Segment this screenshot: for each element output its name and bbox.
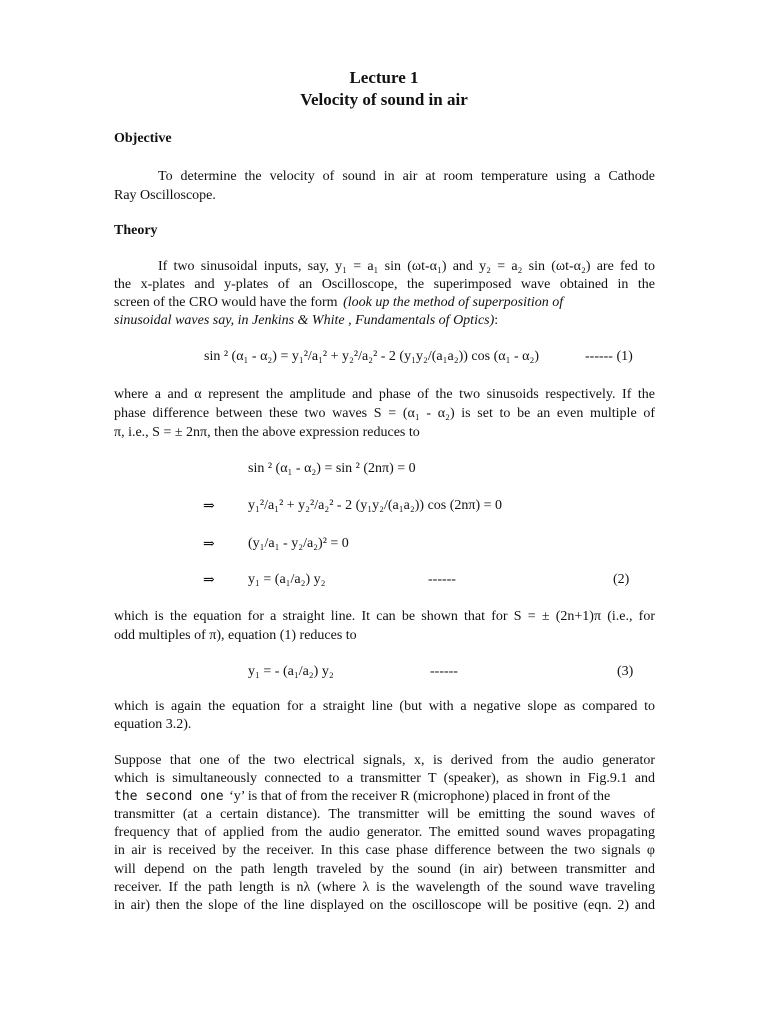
italic-reference: (look up the method of superposition of: [343, 295, 564, 310]
plain-text: ‘y’ is that of from the receiver R (microphone) placed in front of the: [229, 789, 611, 804]
theory-paragraph-line: receiver. If the path length is nλ (where λ is the wavelength of the sound wave traveling: [114, 880, 655, 895]
theory-paragraph-line: [114, 313, 655, 329]
theory-paragraph-line: [114, 789, 655, 805]
theory-paragraph-line: in air is received by the receiver. In this case phase difference between the two signals φ: [114, 843, 655, 858]
equation-2-number: (2): [613, 572, 630, 587]
theory-paragraph-line: transmitter (at a certain distance). The transmitter will be emitting the sound waves of: [114, 807, 655, 822]
monospace-text: the second one: [114, 789, 224, 804]
implies-symbol: ⇒: [203, 499, 215, 514]
lecture-title: Velocity of sound in air: [300, 90, 468, 109]
italic-reference: sinusoidal waves say, in Jenkins & White , Fundamentals of Optics): [114, 313, 495, 328]
theory-paragraph-line: phase difference between these two waves S = (α₁ - α₂) is set to be an even multiple of: [114, 406, 655, 421]
theory-paragraph-line: will depend on the path length traveled by the sound (in air) between transmitter and: [114, 862, 655, 877]
objective-heading: Objective: [114, 131, 172, 146]
theory-paragraph-line: frequency that of applied from the audio generator. The emitted sound waves propagating: [114, 825, 655, 840]
theory-paragraph-line: equation 3.2).: [114, 717, 192, 732]
theory-paragraph-line: π, i.e., S = ± 2nπ, then the above expression reduces to: [114, 425, 420, 440]
theory-paragraph-line: the x-plates and y-plates of an Oscilloscope, the superimposed wave obtained in the: [114, 277, 655, 292]
equation-2-dashes: ------: [428, 572, 456, 587]
equation-3-number: (3): [617, 664, 634, 679]
derivation-line-2: y₁²/a₁² + y₂²/a₂² - 2 (y₁y₂/(a₁a₂)) cos (2nπ) = 0: [248, 498, 503, 513]
lecture-number: Lecture 1: [349, 68, 419, 87]
equation-1: sin ² (α₁ - α₂) = y₁²/a₁² + y₂²/a₂² - 2 (y₁y₂/(a₁a₂)) cos (α₁ - α₂): [204, 349, 539, 364]
theory-paragraph-line: which is again the equation for a straight line (but with a negative slope as compared to: [114, 699, 655, 714]
equation-1-number: ------ (1): [585, 349, 633, 364]
theory-paragraph-line: which is simultaneously connected to a transmitter T (speaker), as shown in Fig.9.1 and: [114, 771, 655, 786]
equation-2: y₁ = (a₁/a₂) y₂: [248, 572, 326, 587]
colon: :: [494, 313, 499, 328]
derivation-line-3: (y₁/a₁ - y₂/a₂)² = 0: [248, 536, 349, 551]
equation-3: y₁ = - (a₁/a₂) y₂: [248, 664, 334, 679]
theory-paragraph-line: in air) then the slope of the line displayed on the oscilloscope will be positive (eqn. 2) and: [114, 898, 655, 913]
implies-symbol: ⇒: [203, 573, 215, 588]
theory-paragraph-line: odd multiples of π), equation (1) reduces to: [114, 628, 357, 643]
theory-paragraph-line: where a and α represent the amplitude and phase of the two sinusoids respectively. If the: [114, 387, 655, 402]
theory-paragraph-line: [114, 295, 655, 311]
theory-paragraph-line: If two sinusoidal inputs, say, y₁ = a₁ sin (ωt-α₁) and y₂ = a₂ sin (ωt-α₂) are fed to: [158, 259, 655, 274]
plain-text: screen of the CRO would have the form: [114, 295, 338, 310]
objective-line: To determine the velocity of sound in air at room temperature using a Cathode: [158, 169, 655, 184]
equation-3-dashes: ------: [430, 664, 458, 679]
objective-line: Ray Oscilloscope.: [114, 188, 216, 203]
theory-paragraph-line: which is the equation for a straight line. It can be shown that for S = ± (2n+1)π (i.e., for: [114, 609, 655, 624]
implies-symbol: ⇒: [203, 537, 215, 552]
derivation-line-1: sin ² (α₁ - α₂) = sin ² (2nπ) = 0: [248, 461, 416, 476]
theory-heading: Theory: [114, 223, 158, 238]
theory-paragraph-line: Suppose that one of the two electrical signals, x, is derived from the audio generator: [114, 753, 655, 768]
